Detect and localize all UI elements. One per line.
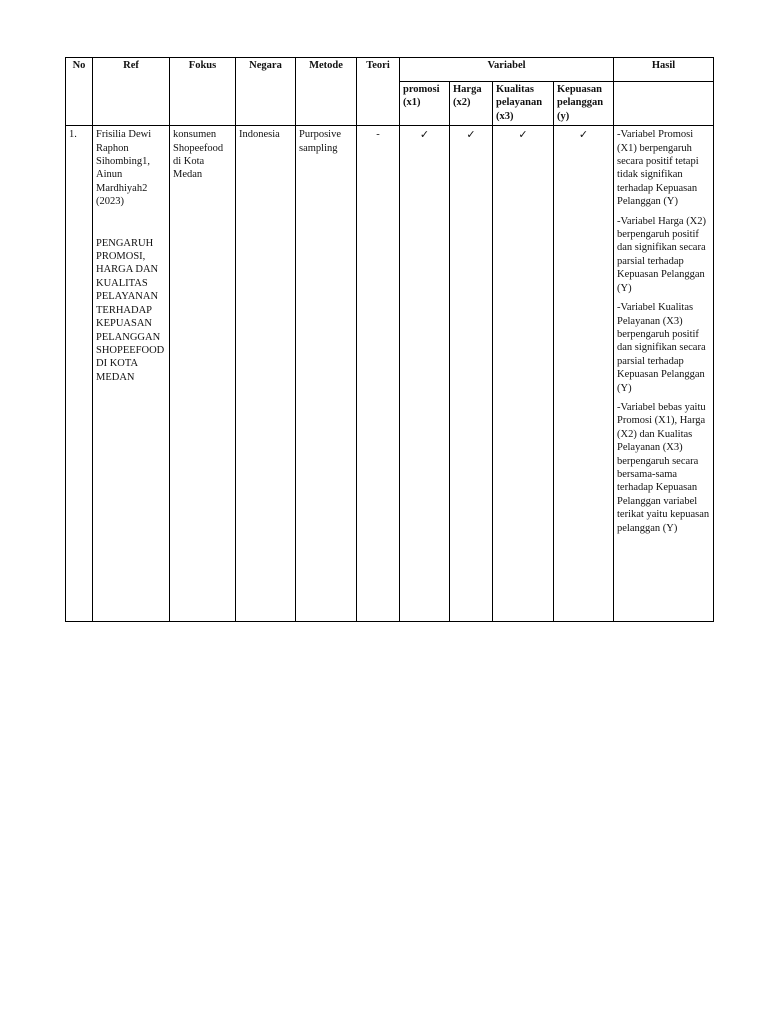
cell-metode: Purposive sampling [296, 126, 357, 622]
subheader-kualitas-pelayanan: Kualitas pelayanan (x3) [493, 82, 554, 126]
check-harga-icon: ✓ [450, 126, 493, 622]
cell-fokus: konsumen Shopeefood di Kota Medan [170, 126, 236, 622]
subheader-kepuasan-pelanggan: Kepuasan pelanggan (y) [554, 82, 614, 126]
ref-title: PENGARUH PROMOSI, HARGA DAN KUALITAS PELAYANAN TERHADAP KEPUASAN PELANGGAN SHOPEEFOOD DI KOTA MEDAN [96, 237, 165, 383]
table-row [66, 126, 714, 622]
check-kualitas-icon: ✓ [493, 126, 554, 622]
subheader-harga: Harga (x2) [450, 82, 493, 126]
hasil-item: -Variabel Harga (X2) berpengaruh positif dan signifikan secara parsial terhadap Kepuasan Pelanggan (Y) [617, 215, 707, 294]
cell-ref [93, 126, 170, 622]
subheader-promosi: promosi (x1) [400, 82, 450, 126]
hasil-item: -Variabel Promosi (X1) berpengaruh secara positif tetapi tidak signifikan terhadap Kepuasan Pelanggan (Y) [617, 129, 699, 208]
hasil-item: -Variabel Kualitas Pelayanan (X3) berpengaruh positif dan signifikan secara parsial terhadap Kepuasan Pelanggan (Y) [617, 302, 706, 394]
cell-teori: - [357, 126, 400, 622]
ref-authors: Frisilia Dewi Raphon Sihombing1, Ainun Mardhiyah2 (2023) [96, 129, 152, 208]
header-teori: Teori [357, 58, 400, 126]
header-negara: Negara [236, 58, 296, 126]
hasil-item: -Variabel bebas yaitu Promosi (X1), Harga (X2) dan Kualitas Pelayanan (X3) berpengaruh secara bersama-sama terhadap Kepuasan Pelanggan variabel terikat yaitu kepuasan pelanggan (Y) [617, 401, 710, 534]
cell-negara: Indonesia [236, 126, 296, 622]
header-metode: Metode [296, 58, 357, 126]
header-ref: Ref [93, 58, 170, 126]
header-hasil: Hasil [614, 58, 714, 82]
header-row [66, 58, 714, 82]
cell-hasil [614, 126, 714, 622]
header-no: No [66, 58, 93, 126]
header-fokus: Fokus [170, 58, 236, 126]
check-promosi-icon: ✓ [400, 126, 450, 622]
header-variabel: Variabel [400, 58, 614, 82]
literature-review-table [65, 57, 714, 622]
cell-no: 1. [66, 126, 93, 622]
check-kepuasan-icon: ✓ [554, 126, 614, 622]
subheader-hasil-empty [614, 82, 714, 126]
